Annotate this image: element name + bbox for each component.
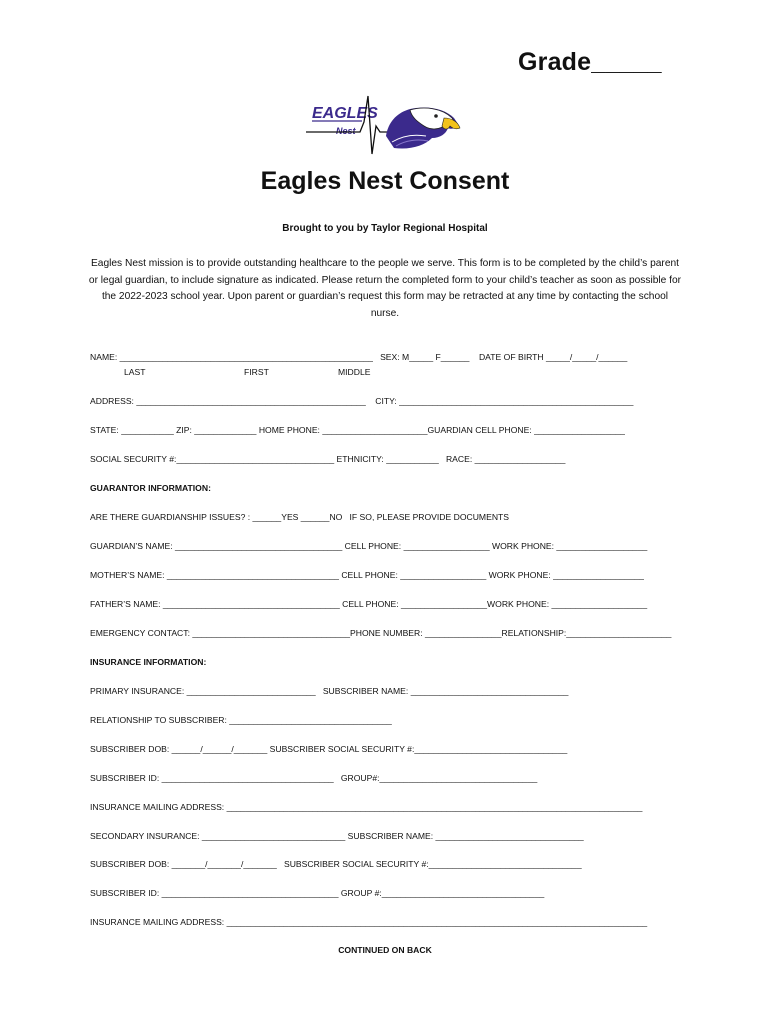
eagles-nest-logo bbox=[306, 92, 462, 158]
guarantor-heading: GUARANTOR INFORMATION: bbox=[90, 483, 211, 493]
relationship-field[interactable]: RELATIONSHIP TO SUBSCRIBER: __________________________________ bbox=[90, 715, 392, 725]
subscriber-id-field[interactable]: SUBSCRIBER ID: ____________________________________ GROUP#:_________________________________ bbox=[90, 773, 538, 783]
state-zip-phone-field[interactable]: STATE: ___________ ZIP: _____________ HOME PHONE: ______________________GUARDIAN CELL PHONE: ___________________ bbox=[90, 425, 625, 435]
emergency-contact-field[interactable]: EMERGENCY CONTACT: _________________________________PHONE NUMBER: ________________RELATIONSHIP:______________________ bbox=[90, 628, 672, 638]
name-field[interactable]: NAME: _____________________________________________________ SEX: M_____ F______ DATE OF BIRTH _____/_____/______ bbox=[90, 352, 628, 362]
secondary-mailing-field[interactable]: INSURANCE MAILING ADDRESS: ________________________________________________________________________________________ bbox=[90, 917, 648, 927]
guardian-name-field[interactable]: GUARDIAN’S NAME: ___________________________________ CELL PHONE: __________________ WORK PHONE: ___________________ bbox=[90, 541, 648, 551]
eagle-head-icon bbox=[386, 107, 460, 148]
primary-insurance-field[interactable]: PRIMARY INSURANCE: ___________________________ SUBSCRIBER NAME: _________________________________ bbox=[90, 686, 569, 696]
name-last-label: LAST bbox=[124, 367, 146, 377]
subtitle: Brought to you by Taylor Regional Hospital bbox=[282, 223, 488, 234]
continued-on-back: CONTINUED ON BACK bbox=[338, 945, 432, 955]
father-name-field[interactable]: FATHER’S NAME: _____________________________________ CELL PHONE: __________________WORK PHONE: ____________________ bbox=[90, 599, 648, 609]
intro-paragraph: Eagles Nest mission is to provide outstanding healthcare to the people we serve. This form is to be completed by the child’s parent or legal guardian, to include signature as indicated. Please return the completed form to your child’s teacher as soon as possible for the 2022-2023 school year. Upon parent or guardian’s request this form may be retracted at any time by contacting the school nurse. bbox=[88, 258, 682, 319]
social-security-field[interactable]: SOCIAL SECURITY #:_________________________________ ETHNICITY: ___________ RACE: ___________________ bbox=[90, 454, 566, 464]
insurance-mailing-field[interactable]: INSURANCE MAILING ADDRESS: _______________________________________________________________________________________ bbox=[90, 802, 643, 812]
subscriber-dob-field[interactable]: SUBSCRIBER DOB: ______/______/_______ SUBSCRIBER SOCIAL SECURITY #:________________________________ bbox=[90, 744, 568, 754]
address-field[interactable]: ADDRESS: ________________________________________________ CITY: _________________________________________________ bbox=[90, 396, 634, 406]
logo-text-nest: Nest bbox=[336, 126, 356, 136]
guardianship-field[interactable]: ARE THERE GUARDIANSHIP ISSUES? : ______YES ______NO IF SO, PLEASE PROVIDE DOCUMENTS bbox=[90, 512, 510, 522]
logo-text-eagles: EAGLES bbox=[312, 105, 378, 122]
grade-label: Grade_____ bbox=[518, 48, 662, 76]
mother-name-field[interactable]: MOTHER’S NAME: ____________________________________ CELL PHONE: __________________ WORK PHONE: ___________________ bbox=[90, 570, 644, 580]
insurance-heading: INSURANCE INFORMATION: bbox=[90, 657, 207, 667]
name-first-label: FIRST bbox=[244, 367, 269, 377]
secondary-subscriber-dob-field[interactable]: SUBSCRIBER DOB: _______/_______/_______ SUBSCRIBER SOCIAL SECURITY #:________________________________ bbox=[90, 859, 582, 869]
secondary-subscriber-id-field[interactable]: SUBSCRIBER ID: _____________________________________ GROUP #:__________________________________ bbox=[90, 888, 545, 898]
name-middle-label: MIDDLE bbox=[338, 367, 371, 377]
secondary-insurance-field[interactable]: SECONDARY INSURANCE: ______________________________ SUBSCRIBER NAME: _______________________________ bbox=[90, 831, 584, 841]
page-title: Eagles Nest Consent bbox=[260, 167, 510, 195]
